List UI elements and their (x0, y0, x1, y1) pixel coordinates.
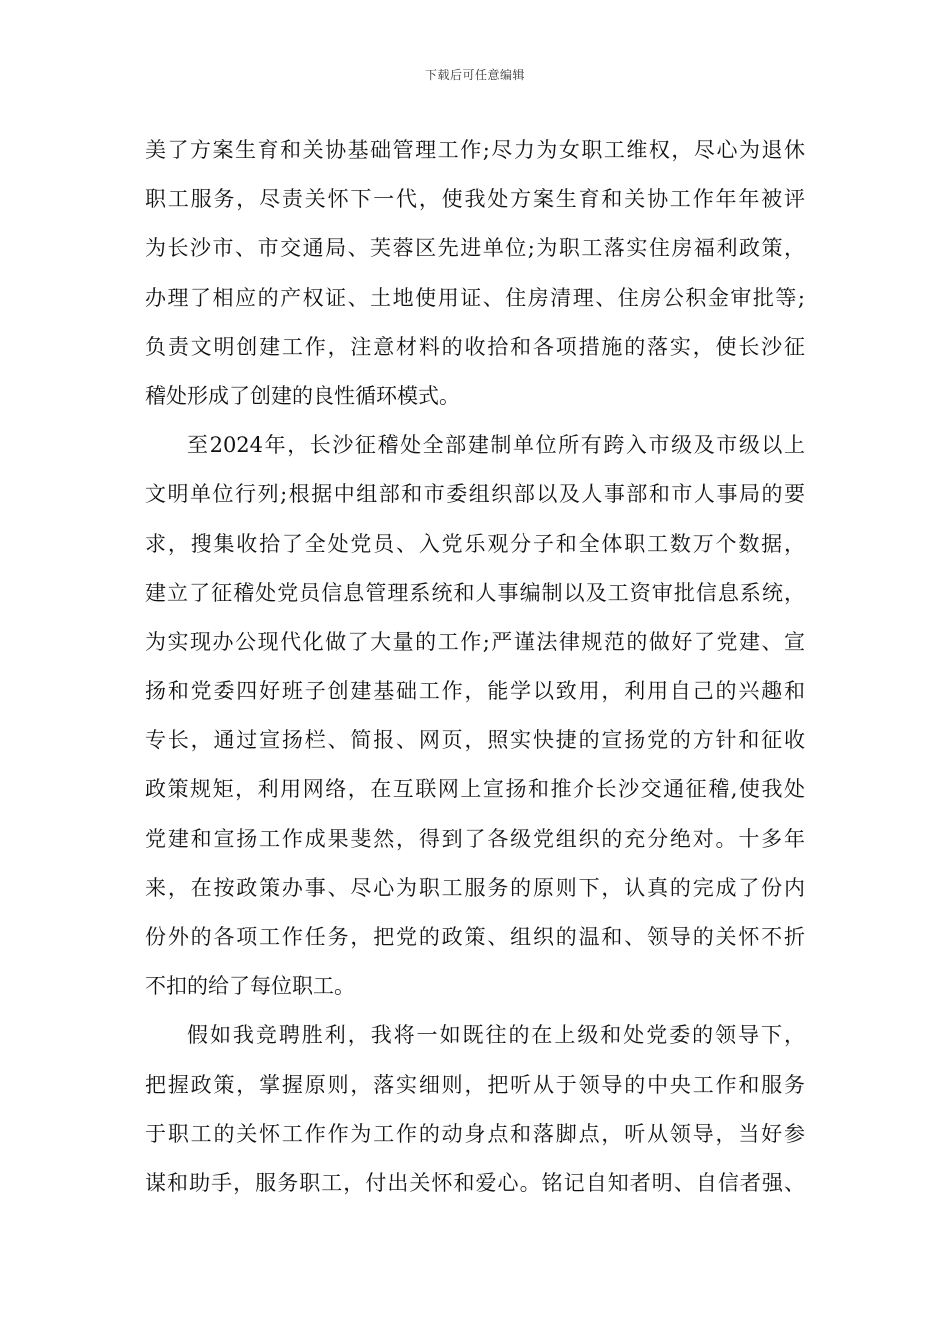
paragraph-3 (145, 1011, 805, 1208)
text-line: 政策规矩，利用网络，在互联网上宣扬和推介长沙交通征稽,使我处 (145, 777, 805, 802)
text-line: 谋和助手，服务职工，付出关怀和爱心。铭记自知者明、自信者强、 (145, 1170, 805, 1195)
text-line: 假如我竞聘胜利，我将一如既往的在上级和处党委的领导下， (187, 1023, 805, 1048)
body-text (145, 126, 805, 1208)
text-line: 为长沙市、市交通局、芙蓉区先进单位;为职工落实住房福利政策， (145, 236, 805, 261)
text-line: 文明单位行列;根据中组部和市委组织部以及人事部和市人事局的要 (145, 482, 805, 507)
text-line: 建立了征稽处党员信息管理系统和人事编制以及工资审批信息系统， (145, 580, 805, 605)
text-line: 求，搜集收拾了全处党员、入党乐观分子和全体职工数万个数据， (145, 531, 805, 556)
text-line: 至2024年，长沙征稽处全部建制单位所有跨入市级及市级以上 (187, 433, 805, 458)
text-line: 党建和宣扬工作成果斐然，得到了各级党组织的充分绝对。十多年 (145, 826, 805, 851)
text-line: 稽处形成了创建的良性循环模式。 (145, 383, 460, 408)
text-line: 为实现办公现代化做了大量的工作;严谨法律规范的做好了党建、宣 (145, 629, 805, 654)
text-line: 美了方案生育和关协基础管理工作;尽力为女职工维权，尽心为退休 (145, 138, 805, 162)
header-note: 下载后可任意编辑 (424, 68, 525, 82)
text-line: 专长，通过宣扬栏、简报、网页，照实快捷的宣扬党的方针和征收 (145, 728, 805, 753)
text-line: 份外的各项工作任务，把党的政策、组织的温和、领导的关怀不折 (145, 925, 805, 949)
text-line: 负责文明创建工作，注意材料的收拾和各项措施的落实，使长沙征 (145, 334, 805, 359)
text-line: 把握政策，掌握原则，落实细则，把听从于领导的中央工作和服务 (145, 1072, 805, 1097)
paragraph-1 (145, 126, 805, 421)
text-line: 不扣的给了每位职工。 (145, 974, 355, 999)
text-line: 于职工的关怀工作作为工作的动身点和落脚点，听从领导，当好参 (145, 1121, 805, 1146)
paragraph-2 (145, 421, 805, 1011)
text-line: 来，在按政策办事、尽心为职工服务的原则下，认真的完成了份内 (145, 875, 805, 900)
text-line: 扬和党委四好班子创建基础工作，能学以致用，利用自己的兴趣和 (145, 679, 805, 704)
text-line: 职工服务，尽责关怀下一代，使我处方案生育和关协工作年年被评 (145, 187, 805, 212)
text-line: 办理了相应的产权证、土地使用证、住房清理、住房公积金审批等; (145, 285, 805, 310)
